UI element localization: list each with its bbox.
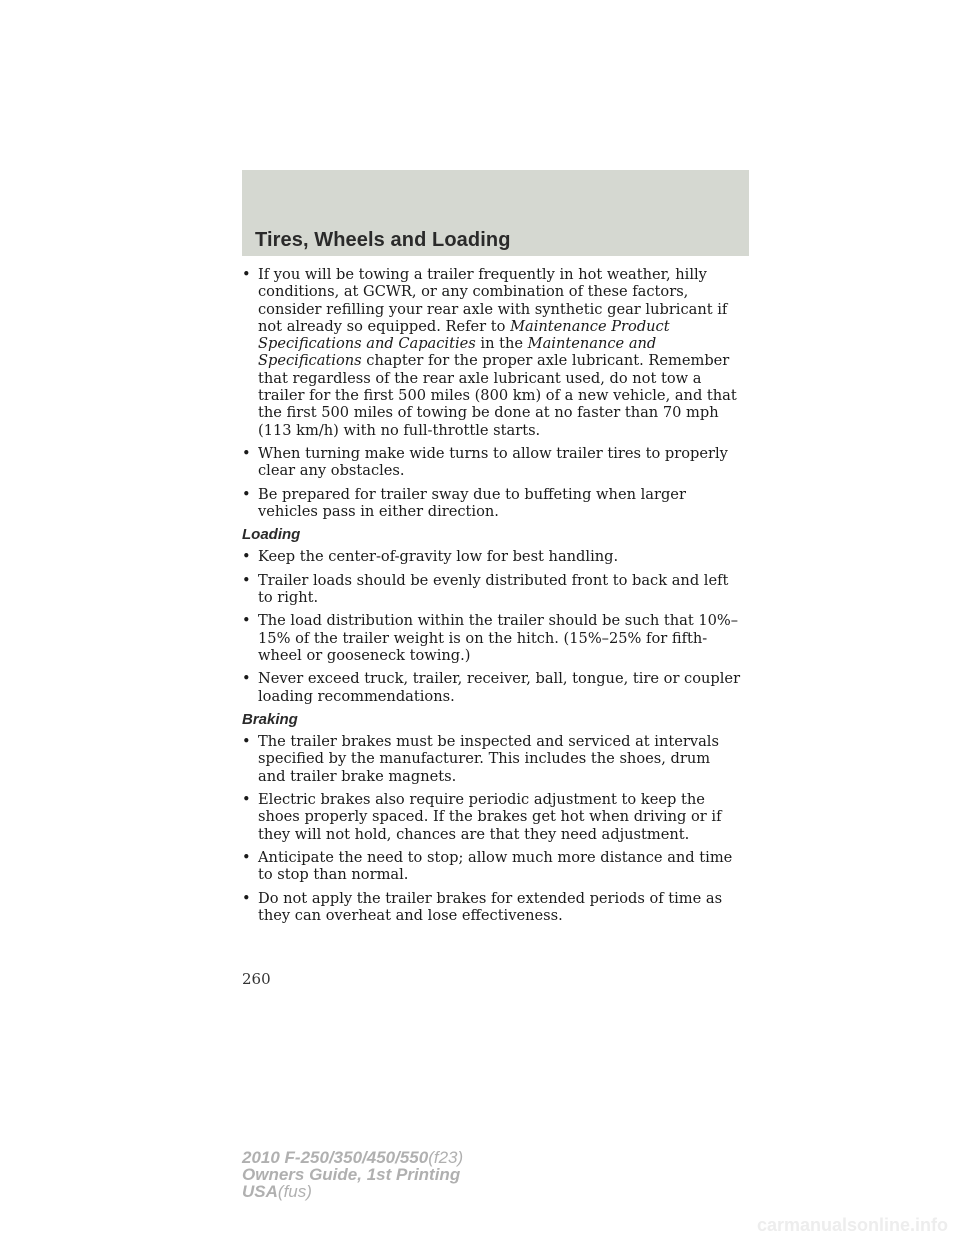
chapter-header-band — [242, 170, 749, 256]
footer-model: 2010 F-250/350/450/550 — [242, 1148, 429, 1167]
bullet-dot: • — [242, 733, 251, 751]
bullet-dot: • — [242, 571, 251, 589]
bullet-dot: • — [242, 266, 251, 283]
bullet-item: • Be prepared for trailer sway due to buffeting when larger vehicles pass in either direction. — [242, 485, 686, 520]
bullet-dot: • — [242, 612, 251, 630]
section-heading-braking: Braking — [242, 710, 298, 728]
section-heading-loading: Loading — [242, 526, 301, 544]
bullet-item: • Never exceed truck, trailer, receiver, ball, tongue, tire or coupler loading recommendations. — [242, 670, 741, 705]
bullet-dot: • — [242, 444, 251, 462]
reference-chapter: Maintenance and Specifications — [258, 335, 657, 370]
bullet-dot: • — [242, 848, 251, 866]
bullet-item: • Do not apply the trailer brakes for extended periods of time as they can overheat and lose effectiveness. — [242, 889, 723, 924]
reference-maintenance-specs: Maintenance Product Specifications and Capacities — [258, 317, 670, 353]
page-content — [242, 266, 742, 930]
bullet-item: • Electric brakes also require periodic adjustment to keep the shoes properly spaced. If the brakes get hot when driving or if they will not hold, chances are that they need adjustment. — [242, 791, 722, 843]
bullet-item: • Trailer loads should be evenly distributed front to back and left to right. — [242, 571, 729, 607]
bullet-dot: • — [242, 791, 251, 809]
bullet-item: • The trailer brakes must be inspected and serviced at intervals specified by the manufacturer. This includes the shoes, drum and trailer brake magnets. — [242, 733, 719, 785]
bullet-dot: • — [242, 670, 251, 688]
bullet-dot: • — [242, 485, 251, 503]
page-number: 260 — [242, 970, 271, 988]
footer-region: USA — [242, 1182, 278, 1201]
bullet-item: • If you will be towing a trailer frequently in hot weather, hilly conditions, at GCWR, or any combination of these factors, consider refilling your rear axle with synthetic gear lubricant if not already so equipped. Refer to Maintenance Product Specifications and Capacities in the Maintenance and Specifications chapter for the proper axle lubricant. Remember that regardless of the rear axle lubricant used, do not tow a trailer for the first 500 miles (800 km) of a new vehicle, and that the first 500 miles of towing be done at no faster than 70 mph (113 km/h) with no full-throttle starts. — [242, 266, 737, 439]
footer-edition: Owners Guide, 1st Printing — [242, 1165, 461, 1184]
bullet-item: • The load distribution within the trailer should be such that 10%–15% of the trailer weight is on the hitch. (15%–25% for fifth-wheel or gooseneck towing.) — [242, 612, 739, 664]
bullet-dot: • — [242, 889, 251, 907]
print-footer — [242, 1149, 463, 1200]
footer-region-code: (fus) — [277, 1182, 312, 1201]
bullet-item: • When turning make wide turns to allow trailer tires to properly clear any obstacles. — [242, 444, 728, 480]
bullet-item: • Anticipate the need to stop; allow much more distance and time to stop than normal. — [242, 848, 733, 884]
footer-model-code: (f23) — [428, 1148, 464, 1167]
chapter-title: Tires, Wheels and Loading — [255, 229, 511, 251]
site-watermark: carmanualsonline.info — [756, 1215, 948, 1235]
bullet-dot: • — [242, 548, 251, 566]
bullet-item: • Keep the center-of-gravity low for best handling. — [242, 548, 619, 566]
